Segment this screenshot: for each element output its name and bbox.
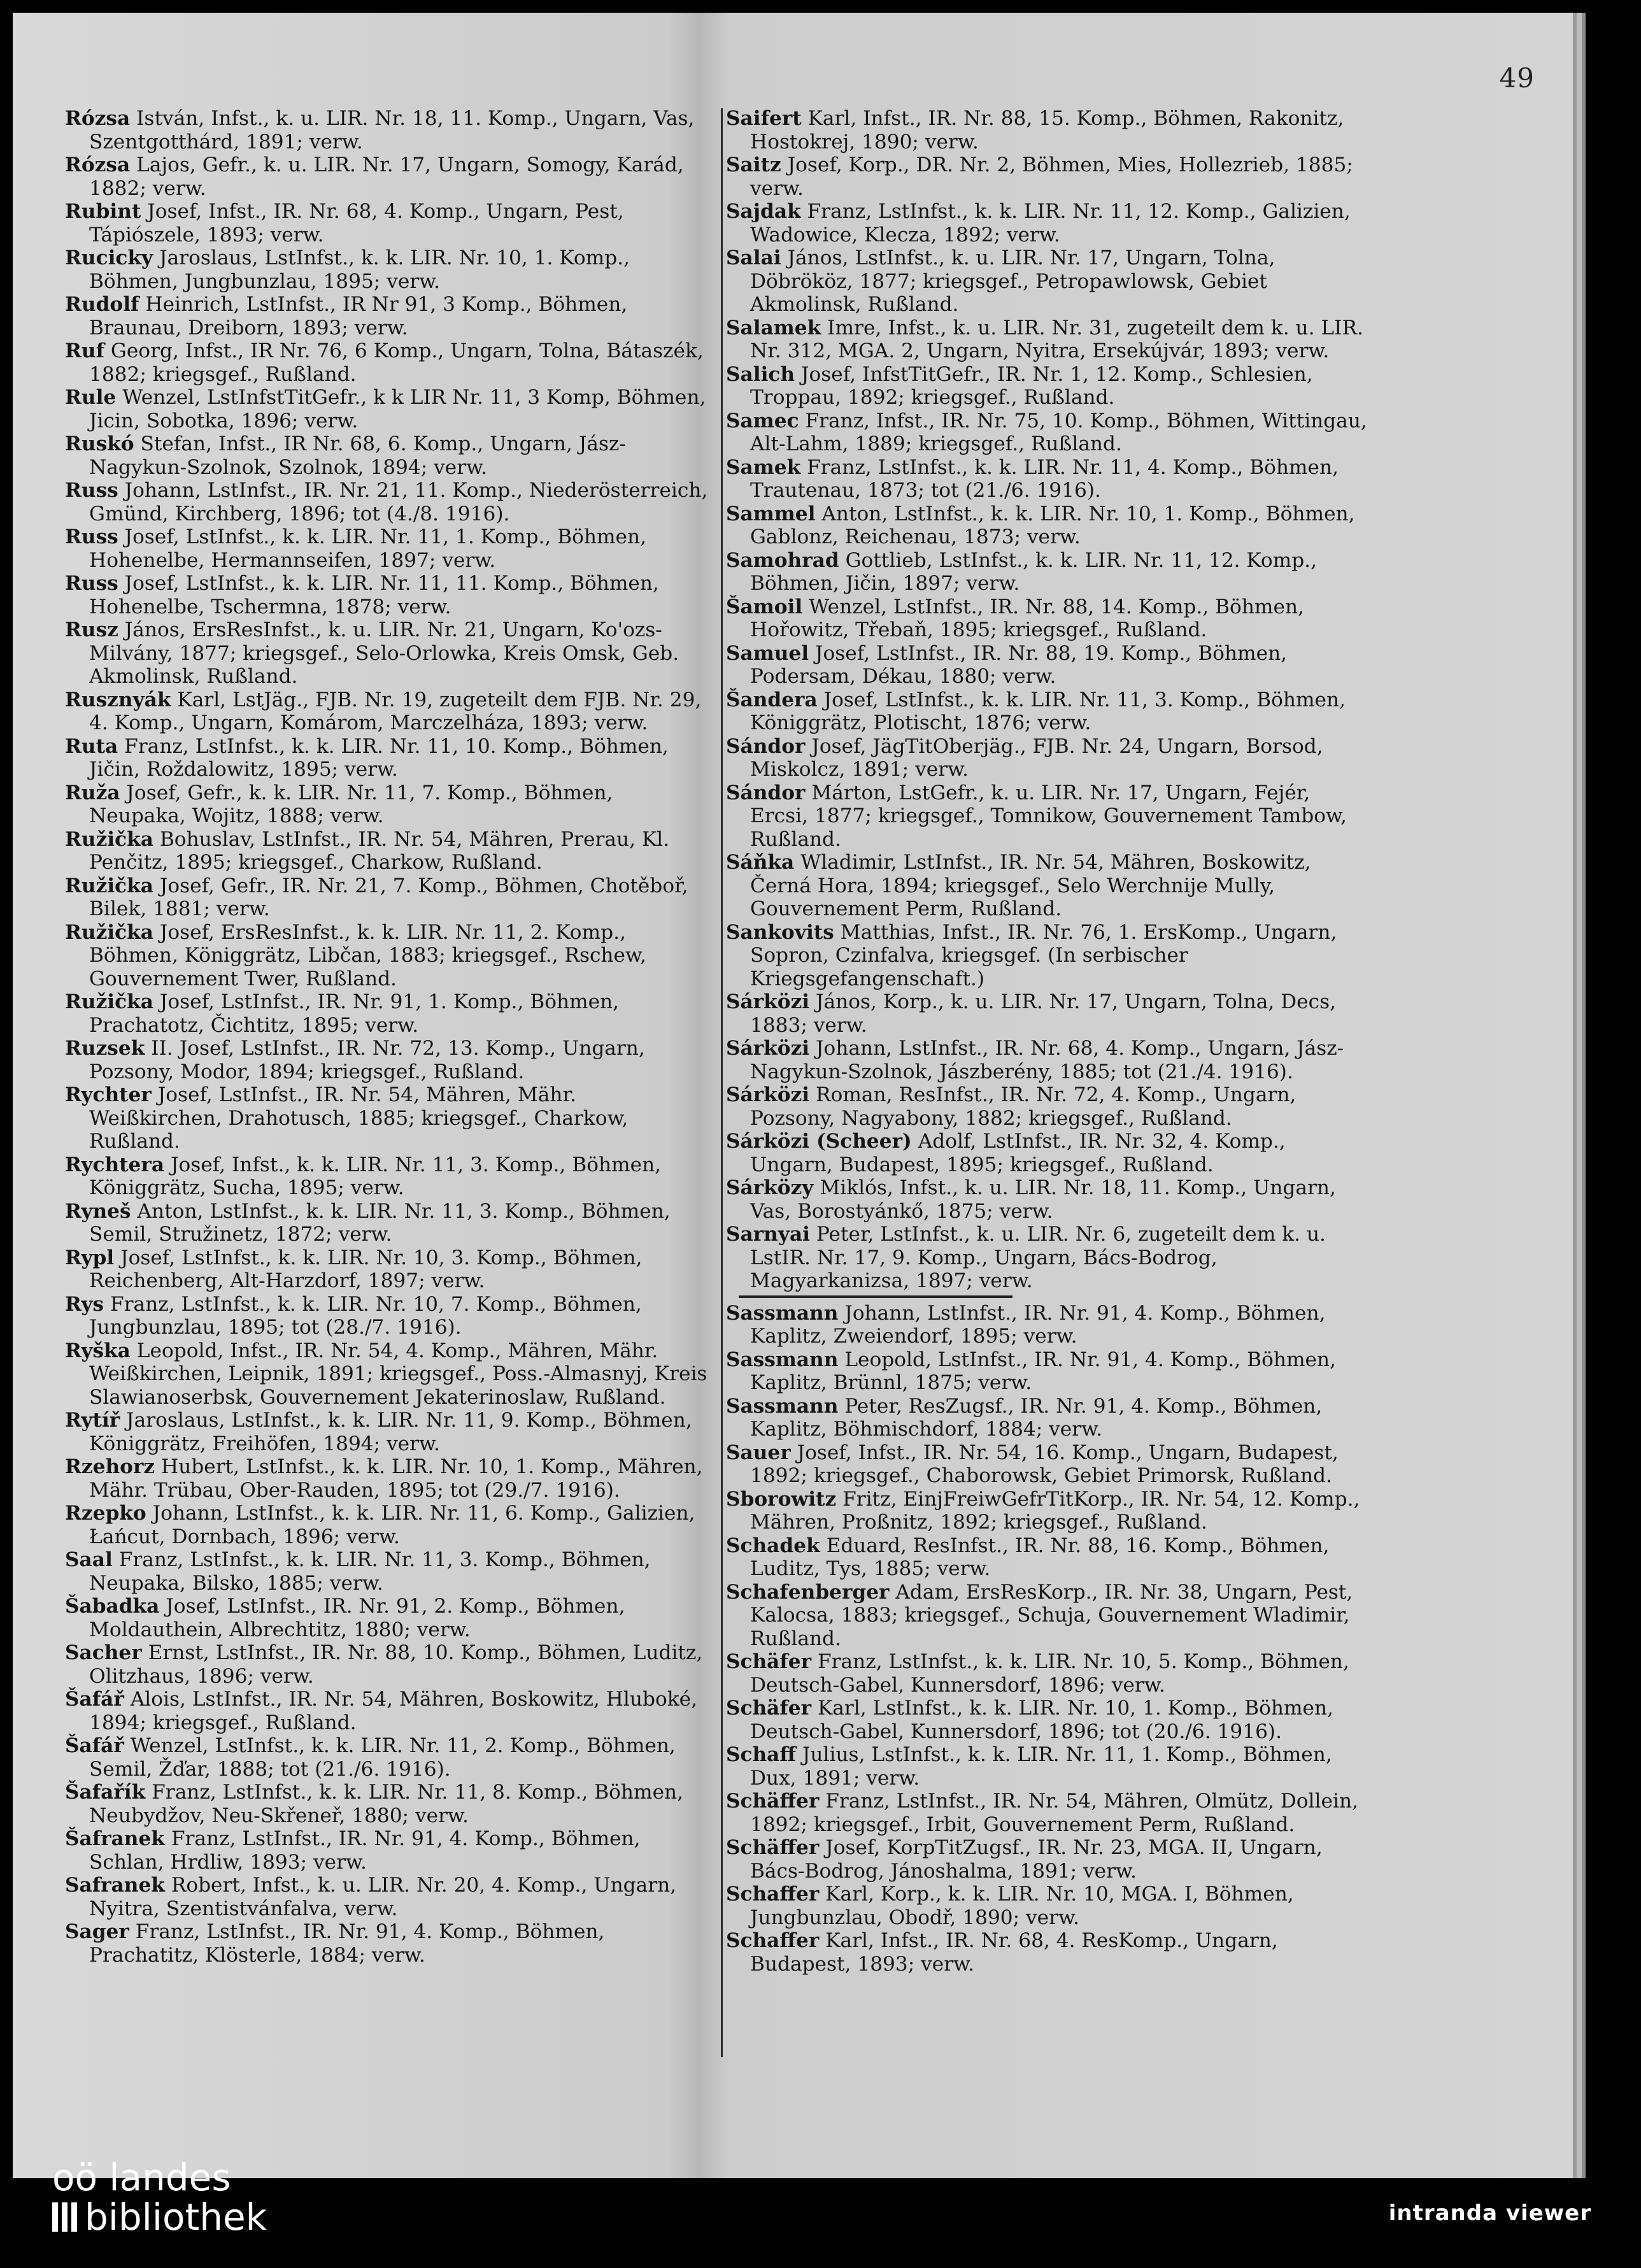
register-entry [726,1534,1372,1581]
register-entry [65,1153,708,1200]
entry-details: Anton, LstInfst., k. k. LIR. Nr. 11, 3. Komp., Böhmen, Semil, Stružinetz, 1872; verw. [89,1199,671,1246]
entry-details: Georg, Infst., IR Nr. 76, 6 Komp., Ungarn, Tolna, Bátaszék, 1882; kriegsgef., Rußland. [89,339,704,386]
register-entry [65,735,708,781]
entry-surname: Šafranek [65,1827,165,1850]
register-entry [726,456,1372,503]
register-entry [726,107,1372,153]
register-entry [65,525,708,572]
entry-surname: Rypl [65,1246,115,1269]
register-entry [65,1339,708,1409]
entry-details: Wenzel, LstInfst., IR. Nr. 88, 14. Komp., Böhmen, Hořowitz, Třebaň, 1895; kriegsgef., Rußland. [750,595,1304,641]
entry-details: Josef, Gefr., IR. Nr. 21, 7. Komp., Böhmen, Chotěboř, Bilek, 1881; verw. [89,874,688,920]
entry-details: Adolf, LstInfst., IR. Nr. 32, 4. Komp., Ungarn, Budapest, 1895; kriegsgef., Rußland. [750,1130,1286,1176]
entry-details: Lajos, Gefr., k. u. LIR. Nr. 17, Ungarn, Somogy, Karád, 1882; verw. [89,153,684,200]
entry-details: János, Korp., k. u. LIR. Nr. 17, Ungarn, Tolna, Decs, 1883; verw. [750,990,1337,1037]
entry-details: János, LstInfst., k. u. LIR. Nr. 17, Ungarn, Tolna, Döbrököz, 1877; kriegsgef., Petropawlowsk, Gebiet Akmolinsk, Rußland. [750,246,1275,316]
entry-details: Josef, InfstTitGefr., IR. Nr. 1, 12. Komp., Schlesien, Troppau, 1892; kriegsgef., Rußland. [750,362,1313,409]
register-entry [726,921,1372,991]
register-entry [726,1697,1372,1743]
document-page [13,13,1573,2178]
register-entry [65,828,708,874]
register-entry [726,1176,1372,1223]
entry-surname: Ryška [65,1339,131,1362]
entry-details: II. Josef, LstInfst., IR. Nr. 72, 13. Komp., Ungarn, Pozsony, Modor, 1894; kriegsgef., Rußland. [89,1037,645,1083]
register-entry [65,1641,708,1688]
register-entry [726,1883,1372,1929]
entry-surname: Schäffer [726,1790,820,1813]
entry-surname: Sáňka [726,851,795,874]
entry-details: Fritz, EinjFreiwGefrTitKorp., IR. Nr. 54, 12. Komp., Mähren, Proßnitz, 1892; kriegsgef., Rußland. [750,1487,1360,1534]
entry-surname: Saifert [726,107,802,130]
entry-surname: Rusznyák [65,688,171,711]
register-entry [726,735,1372,781]
register-entry [726,851,1372,921]
entry-surname: Sárközi (Scheer) [726,1130,912,1153]
register-entry [726,642,1372,688]
register-entry [726,1395,1372,1441]
entry-details: Peter, LstInfst., k. u. LIR. Nr. 6, zugeteilt dem k. u. LstIR. Nr. 17, 9. Komp., Ungarn, Bács-Bodrog, Magyarkanizsa, 1897; verw. [750,1223,1326,1292]
entry-details: Anton, LstInfst., k. k. LIR. Nr. 10, 1. Komp., Böhmen, Gablonz, Reichenau, 1873; verw. [750,502,1355,548]
entry-surname: Rys [65,1292,104,1316]
entry-surname: Sándor [726,734,806,758]
register-entry [65,339,708,386]
entry-surname: Samohrad [726,548,839,572]
column-divider [721,108,723,2057]
entry-details: Josef, LstInfst., k. k. LIR. Nr. 11, 1. Komp., Böhmen, Hohenelbe, Hermannseifen, 1897; verw. [89,525,647,572]
register-entry [65,781,708,828]
entry-surname: Sárközi [726,1083,810,1106]
entry-surname: Russ [65,479,118,502]
entry-surname: Sajdak [726,200,801,223]
entry-surname: Rzehorz [65,1455,155,1478]
register-entry [726,410,1372,456]
entry-details: Josef, Infst., k. k. LIR. Nr. 11, 3. Komp., Böhmen, Königgrätz, Sucha, 1895; verw. [89,1153,662,1199]
register-entry [65,432,708,479]
entry-details: Josef, Infst., IR. Nr. 68, 4. Komp., Ungarn, Pest, Tápiószele, 1893; verw. [89,200,624,246]
logo-line-1: oö landes [52,2156,231,2199]
register-entry [65,1595,708,1641]
logo-bars-icon [52,2202,77,2232]
entry-surname: Šandera [726,688,818,711]
register-entry [65,1409,708,1455]
entry-surname: Ružička [65,827,153,851]
entry-details: Jaroslaus, LstInfst., k. k. LIR. Nr. 10, 1. Komp., Böhmen, Jungbunzlau, 1895; verw. [89,246,630,293]
register-entry [726,1083,1372,1130]
library-logo[interactable] [52,2158,267,2237]
entry-details: Matthias, Infst., IR. Nr. 76, 1. ErsKomp., Ungarn, Sopron, Czinfalva, kriegsgef. (In serbischer Kriegsgefangenschaft.) [750,920,1337,990]
entry-details: Johann, LstInfst., IR. Nr. 21, 11. Komp., Niederösterreich, Gmünd, Kirchberg, 1896; tot (4./8. 1916). [89,479,708,525]
entry-surname: Sassmann [726,1301,839,1325]
entry-details: Julius, LstInfst., k. k. LIR. Nr. 11, 1. Komp., Böhmen, Dux, 1891; verw. [750,1743,1332,1790]
entry-details: Eduard, ResInfst., IR. Nr. 88, 16. Komp., Böhmen, Luditz, Tys, 1885; verw. [750,1534,1330,1580]
entry-surname: Rózsa [65,107,131,130]
entry-surname: Rule [65,386,117,409]
entry-details: István, Infst., k. u. LIR. Nr. 18, 11. Komp., Ungarn, Vas, Szentgotthárd, 1891; verw. [89,107,695,153]
entry-details: Franz, LstInfst., k. k. LIR. Nr. 11, 3. Komp., Böhmen, Neupaka, Bilsko, 1885; verw. [89,1548,651,1595]
viewer-brand[interactable]: intranda viewer [1388,2200,1591,2226]
register-entry [726,1037,1372,1083]
entry-details: Wenzel, LstInfstTitGefr., k k LIR Nr. 11, 3 Komp, Böhmen, Jicin, Sobotka, 1896; verw. [89,386,706,432]
entry-details: Franz, LstInfst., IR. Nr. 91, 4. Komp., Böhmen, Prachatitz, Klösterle, 1884; verw. [89,1920,605,1967]
entry-details: Franz, LstInfst., k. k. LIR. Nr. 11, 12. Komp., Galizien, Wadowice, Klecza, 1892; verw. [750,200,1351,246]
logo-line-2 [52,2197,267,2237]
entry-surname: Ružička [65,990,153,1013]
entry-surname: Rubint [65,200,141,223]
entry-details: Franz, Infst., IR. Nr. 75, 10. Komp., Böhmen, Wittingau, Alt-Lahm, 1889; kriegsgef., Rußland. [750,409,1367,455]
entry-details: Franz, LstInfst., k. k. LIR. Nr. 11, 8. Komp., Böhmen, Neubydžov, Neu-Skřeneř, 1880; verw. [89,1781,684,1827]
entry-details: Roman, ResInfst., IR. Nr. 72, 4. Komp., Ungarn, Pozsony, Nagyabony, 1882; kriegsgef., Rußland. [750,1083,1296,1130]
register-entry [65,246,708,293]
entry-surname: Ružička [65,874,153,897]
entry-surname: Ruža [65,781,120,804]
entry-surname: Sándor [726,781,806,804]
register-entry [65,1502,708,1548]
entry-surname: Rózsa [65,153,131,176]
register-entry [726,781,1372,852]
register-entry [726,990,1372,1037]
entry-surname: Salich [726,362,795,386]
entry-surname: Samec [726,409,799,432]
entry-surname: Schaffer [726,1883,820,1906]
entry-surname: Sauer [726,1441,791,1464]
register-entry [65,479,708,525]
entry-details: Karl, LstJäg., FJB. Nr. 19, zugeteilt dem FJB. Nr. 29, 4. Komp., Ungarn, Komárom, Marczelháza, 1893; verw. [89,688,702,734]
separator-rule [739,1295,1012,1298]
entry-surname: Ruzsek [65,1037,145,1060]
entry-surname: Šabadka [65,1595,160,1618]
entry-details: Josef, JägTitOberjäg., FJB. Nr. 24, Ungarn, Borsod, Miskolcz, 1891; verw. [750,734,1323,781]
entry-details: Gottlieb, LstInfst., k. k. LIR. Nr. 11, 12. Komp., Böhmen, Jičin, 1897; verw. [750,548,1318,595]
entry-surname: Rusz [65,618,118,641]
entry-surname: Sacher [65,1641,142,1664]
register-entry [65,1920,708,1967]
entry-details: Josef, LstInfst., IR. Nr. 54, Mähren, Mähr. Weißkirchen, Drahotusch, 1885; kriegsgef., Charkow, Rußland. [89,1083,629,1153]
entry-details: Josef, LstInfst., k. k. LIR. Nr. 11, 3. Komp., Böhmen, Königgrätz, Plotischt, 1876; verw. [750,688,1346,734]
entry-surname: Schäfer [726,1650,812,1673]
entry-details: Stefan, Infst., IR Nr. 68, 6. Komp., Ungarn, Jász-Nagykun-Szolnok, Szolnok, 1894; verw. [89,432,626,479]
entry-details: Johann, LstInfst., IR. Nr. 91, 4. Komp., Böhmen, Kaplitz, Zweiendorf, 1895; verw. [750,1301,1326,1348]
entry-details: János, ErsResInfst., k. u. LIR. Nr. 21, Ungarn, Ko'ozs-Milvány, 1877; kriegsgef., Selo-Orlowka, Kreis Omsk, Geb. Akmolinsk, Rußland. [89,618,679,688]
entry-details: Leopold, Infst., IR. Nr. 54, 4. Komp., Mähren, Mähr. Weißkirchen, Leipnik, 1891; kriegsgef., Poss.-Almasnyj, Kreis Slawianoserbsk, Gouvernement Jekaterinoslaw, Rußland. [89,1339,707,1409]
register-entry [726,688,1372,735]
register-entry [65,1083,708,1153]
register-entry [726,1929,1372,1976]
entry-details: Wenzel, LstInfst., k. k. LIR. Nr. 11, 2. Komp., Böhmen, Semil, Žďar, 1888; tot (21./6. 1916). [89,1734,676,1781]
entry-surname: Rychtera [65,1153,165,1176]
register-entry [726,200,1372,246]
entry-surname: Rzepko [65,1502,146,1525]
entry-surname: Sárközi [726,990,810,1013]
register-entry [726,1223,1372,1293]
entry-surname: Russ [65,572,118,595]
entry-surname: Saitz [726,153,781,176]
entry-surname: Šafařík [65,1781,146,1804]
entry-surname: Rucicky [65,246,153,269]
entry-details: Josef, LstInfst., IR. Nr. 91, 1. Komp., Böhmen, Prachatotz, Čichtitz, 1895; verw. [89,990,620,1037]
entry-details: Franz, LstInfst., k. k. LIR. Nr. 11, 10. Komp., Böhmen, Jičin, Roždalowitz, 1895; verw. [89,734,669,781]
register-entry [726,1302,1372,1348]
register-entry [65,1827,708,1874]
register-entry [726,317,1372,363]
entry-surname: Sammel [726,502,816,525]
register-entry [65,688,708,735]
register-entry [65,1548,708,1595]
entry-surname: Rytíř [65,1409,120,1432]
register-entry [726,1743,1372,1790]
entry-surname: Schaffer [726,1929,820,1952]
register-entry [65,1874,708,1920]
entry-surname: Sborowitz [726,1487,837,1511]
entry-surname: Sárközi [726,1037,810,1060]
register-entry [65,1455,708,1502]
entry-surname: Rudolf [65,293,139,316]
register-entry [726,596,1372,642]
register-entry [726,1836,1372,1883]
entry-details: Franz, LstInfst., k. k. LIR. Nr. 10, 5. Komp., Böhmen, Deutsch-Gabel, Kunnersdorf, 1896; verw. [750,1650,1349,1697]
entry-surname: Schafenberger [726,1580,890,1604]
entry-surname: Salai [726,246,781,269]
register-entry [65,874,708,921]
register-entry [726,503,1372,549]
entry-details: Karl, Korp., k. k. LIR. Nr. 10, MGA. I, Böhmen, Jungbunzlau, Obodř, 1890; verw. [750,1883,1294,1929]
left-column [65,107,708,1967]
entry-details: Franz, LstInfst., IR. Nr. 54, Mähren, Olmütz, Dollein, 1892; kriegsgef., Irbit, Gouvernement Perm, Rußland. [750,1790,1358,1836]
entry-details: Bohuslav, LstInfst., IR. Nr. 54, Mähren, Prerau, Kl. Penčitz, 1895; kriegsgef., Charkow, Rußland. [89,827,670,874]
register-entry [726,1650,1372,1697]
entry-surname: Schäffer [726,1836,820,1859]
register-entry [65,572,708,618]
register-entry [726,1130,1372,1176]
entry-details: Robert, Infst., k. u. LIR. Nr. 20, 4. Komp., Ungarn, Nyitra, Szentistvánfalva, verw. [89,1874,677,1920]
entry-details: Franz, LstInfst., k. k. LIR. Nr. 10, 7. Komp., Böhmen, Jungbunzlau, 1895; tot (28./7. 1916). [89,1292,642,1339]
register-entry [726,1348,1372,1395]
entry-details: Franz, LstInfst., k. k. LIR. Nr. 11, 4. Komp., Böhmen, Trautenau, 1873; tot (21./6. 1916). [750,455,1339,502]
register-entry [65,990,708,1037]
register-entry [726,246,1372,317]
entry-surname: Safranek [65,1874,165,1897]
entry-surname: Ryneš [65,1199,131,1223]
entry-details: Josef, LstInfst., IR. Nr. 91, 2. Komp., Böhmen, Moldauthein, Albrechtitz, 1880; verw. [89,1595,625,1641]
entry-details: Imre, Infst., k. u. LIR. Nr. 31, zugeteilt dem k. u. LIR. Nr. 312, MGA. 2, Ungarn, Nyitra, Ersekújvár, 1893; verw. [750,316,1363,362]
register-entry [65,1200,708,1246]
register-entry [65,1246,708,1293]
entry-details: Josef, Infst., IR. Nr. 54, 16. Komp., Ungarn, Budapest, 1892; kriegsgef., Chaborowsk, Gebiet Primorsk, Rußland. [750,1441,1339,1487]
entry-details: Márton, LstGefr., k. u. LIR. Nr. 17, Ungarn, Fejér, Ercsi, 1877; kriegsgef., Tomnikow, Gouvernement Tambow, Rußland. [750,781,1347,851]
register-entry [726,1581,1372,1651]
entry-surname: Samuel [726,641,809,665]
register-entry [726,1790,1372,1836]
register-entry [65,1037,708,1083]
register-entry [65,200,708,246]
entry-details: Hubert, LstInfst., k. k. LIR. Nr. 10, 1. Komp., Mähren, Mähr. Trübau, Ober-Rauden, 1895; tot (29./7. 1916). [89,1455,703,1502]
register-entry [726,363,1372,410]
register-entry [65,107,708,153]
entry-surname: Ruta [65,734,118,758]
entry-surname: Schadek [726,1534,820,1557]
register-entry [65,386,708,432]
page-number: 49 [1499,62,1535,94]
entry-surname: Schaff [726,1743,796,1766]
entry-surname: Saal [65,1548,113,1571]
entry-details: Josef, LstInfst., IR. Nr. 88, 19. Komp., Böhmen, Podersam, Dékau, 1880; verw. [750,641,1288,688]
register-entry [726,1488,1372,1534]
entry-details: Johann, LstInfst., k. k. LIR. Nr. 11, 6. Komp., Galizien, Łańcut, Dornbach, 1896; verw. [89,1502,695,1548]
entry-details: Leopold, LstInfst., IR. Nr. 91, 4. Komp., Böhmen, Kaplitz, Brünnl, 1875; verw. [750,1348,1336,1394]
entry-details: Peter, ResZugsf., IR. Nr. 91, 4. Komp., Böhmen, Kaplitz, Böhmischdorf, 1884; verw. [750,1394,1323,1441]
entry-surname: Ružička [65,920,153,944]
right-column [726,107,1372,1976]
register-entry [726,153,1372,200]
entry-surname: Samek [726,455,801,479]
entry-surname: Salamek [726,316,821,339]
entry-details: Josef, LstInfst., k. k. LIR. Nr. 11, 11. Komp., Böhmen, Hohenelbe, Tschermna, 1878; verw. [89,572,659,618]
entry-details: Adam, ErsResKorp., IR. Nr. 38, Ungarn, Pest, Kalocsa, 1883; kriegsgef., Schuja, Gouvernement Wladimir, Rußland. [750,1580,1353,1650]
entry-details: Josef, KorpTitZugsf., IR. Nr. 23, MGA. II, Ungarn, Bács-Bodrog, Jánoshalma, 1891; verw. [750,1836,1323,1883]
entry-surname: Sarnyai [726,1223,811,1246]
register-entry [726,1441,1372,1488]
entry-surname: Sassmann [726,1348,839,1371]
register-entry [65,153,708,200]
entry-details: Wladimir, LstInfst., IR. Nr. 54, Mähren, Boskowitz, Černá Hora, 1894; kriegsgef., Selo Werchnije Mully, Gouvernement Perm, Rußland. [750,851,1311,920]
logo-line-2-text: bibliothek [85,2195,267,2239]
entry-surname: Russ [65,525,118,548]
entry-details: Josef, Gefr., k. k. LIR. Nr. 11, 7. Komp., Böhmen, Neupaka, Wojitz, 1888; verw. [89,781,613,827]
entry-details: Josef, ErsResInfst., k. k. LIR. Nr. 11, 2. Komp., Böhmen, Königgrätz, Libčan, 1883; kriegsgef., Rschew, Gouvernement Twer, Rußland. [89,920,646,990]
register-entry [65,618,708,688]
entry-details: Karl, Infst., IR. Nr. 88, 15. Komp., Böhmen, Rakonitz, Hostokrej, 1890; verw. [750,107,1344,153]
entry-details: Johann, LstInfst., IR. Nr. 68, 4. Komp., Ungarn, Jász-Nagykun-Szolnok, Jászberény, 1885; tot (21./4. 1916). [750,1037,1344,1083]
entry-details: Josef, LstInfst., k. k. LIR. Nr. 10, 3. Komp., Böhmen, Reichenberg, Alt-Harzdorf, 1897; verw. [89,1246,643,1292]
entry-surname: Sankovits [726,920,834,944]
register-entry [65,1781,708,1827]
register-entry [65,1734,708,1781]
entry-details: Heinrich, LstInfst., IR Nr 91, 3 Komp., Böhmen, Braunau, Dreiborn, 1893; verw. [89,293,628,339]
entry-surname: Šafář [65,1688,124,1711]
entry-details: Karl, Infst., IR. Nr. 68, 4. ResKomp., Ungarn, Budapest, 1893; verw. [750,1929,1278,1976]
register-entry [726,549,1372,596]
entry-details: Josef, Korp., DR. Nr. 2, Böhmen, Mies, Hollezrieb, 1885; verw. [750,153,1353,200]
entry-details: Karl, LstInfst., k. k. LIR. Nr. 10, 1. Komp., Böhmen, Deutsch-Gabel, Kunnersdorf, 1896; tot (20./6. 1916). [750,1697,1333,1743]
register-entry [65,921,708,991]
register-entry [65,1293,708,1339]
register-entry [65,293,708,339]
entry-surname: Ruskó [65,432,134,455]
entry-surname: Sassmann [726,1394,839,1418]
entry-surname: Šamoil [726,595,803,618]
entry-details: Miklós, Infst., k. u. LIR. Nr. 18, 11. Komp., Ungarn, Vas, Borostyánkő, 1875; verw. [750,1176,1336,1223]
entry-surname: Schäfer [726,1697,812,1720]
entry-details: Ernst, LstInfst., IR. Nr. 88, 10. Komp., Böhmen, Luditz, Olitzhaus, 1896; verw. [89,1641,703,1688]
entry-surname: Ruf [65,339,105,362]
entry-surname: Šafář [65,1734,124,1757]
entry-surname: Sárközy [726,1176,814,1199]
entry-details: Franz, LstInfst., IR. Nr. 91, 4. Komp., Böhmen, Schlan, Hrdliw, 1893; verw. [89,1827,641,1874]
entry-details: Alois, LstInfst., IR. Nr. 54, Mähren, Boskowitz, Hluboké, 1894; kriegsgef., Rußland. [89,1688,697,1734]
entry-surname: Sager [65,1920,129,1943]
register-entry [65,1688,708,1734]
entry-surname: Rychter [65,1083,152,1106]
entry-details: Jaroslaus, LstInfst., k. k. LIR. Nr. 11, 9. Komp., Böhmen, Königgrätz, Freihöfen, 1894; verw. [89,1409,692,1455]
